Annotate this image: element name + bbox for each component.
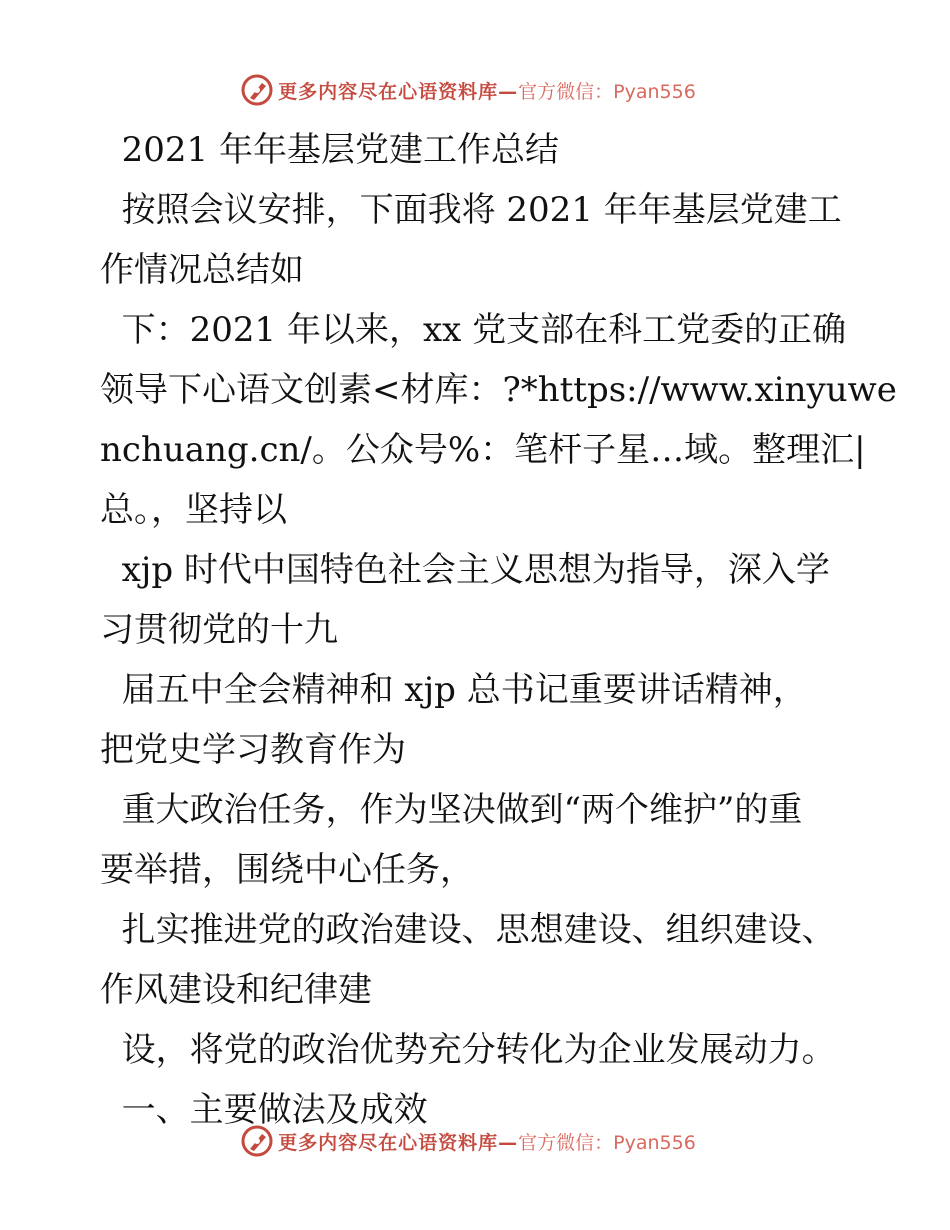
paragraph-line: 作风建设和纪律建 — [100, 970, 372, 1010]
paragraph-line: 把党史学习教育作为 — [100, 730, 406, 770]
paragraph-line: 总。，坚持以 — [100, 490, 287, 530]
section-heading: 一、主要做法及成效 — [100, 1090, 428, 1130]
banner-slogan: 更多内容尽在心语资料库— — [278, 1131, 519, 1154]
paragraph-line: 届五中全会精神和 xjp 总书记重要讲话精神， — [100, 670, 807, 710]
header-banner — [0, 70, 950, 110]
paragraph-line: 下：2021 年以来，xx 党支部在科工党委的正确 — [100, 310, 847, 350]
banner-contact: 官方微信：Pyan556 — [518, 1131, 696, 1154]
pen-logo-icon — [240, 73, 274, 107]
banner-contact: 官方微信：Pyan556 — [518, 80, 696, 103]
pen-logo-icon — [240, 1124, 274, 1158]
paragraph-line: xjp 时代中国特色社会主义思想为指导，深入学 — [100, 550, 830, 590]
document-body — [100, 120, 897, 1140]
paragraph-line: 设，将党的政治优势充分转化为企业发展动力。 — [100, 1030, 836, 1070]
paragraph-line: 按照会议安排，下面我将 2021 年年基层党建工 — [100, 190, 842, 230]
document-title: 2021 年年基层党建工作总结 — [100, 130, 559, 170]
footer-banner — [0, 1121, 950, 1161]
paragraph-line: 扎实推进党的政治建设、思想建设、组织建设、 — [100, 910, 836, 950]
banner-slogan: 更多内容尽在心语资料库— — [278, 80, 519, 103]
paragraph-line: 领导下心语文创素<材库：?*https://www.xinyuwe — [100, 370, 897, 410]
paragraph-line: 重大政治任务，作为坚决做到“两个维护”的重 — [100, 790, 803, 830]
paragraph-line: nchuang.cn/。公众号%：笔杆子星…域。整理汇| — [100, 430, 866, 470]
paragraph-line: 要举措，围绕中心任务， — [100, 850, 474, 890]
paragraph-line: 习贯彻党的十九 — [100, 610, 338, 650]
paragraph-line: 作情况总结如 — [100, 250, 304, 290]
